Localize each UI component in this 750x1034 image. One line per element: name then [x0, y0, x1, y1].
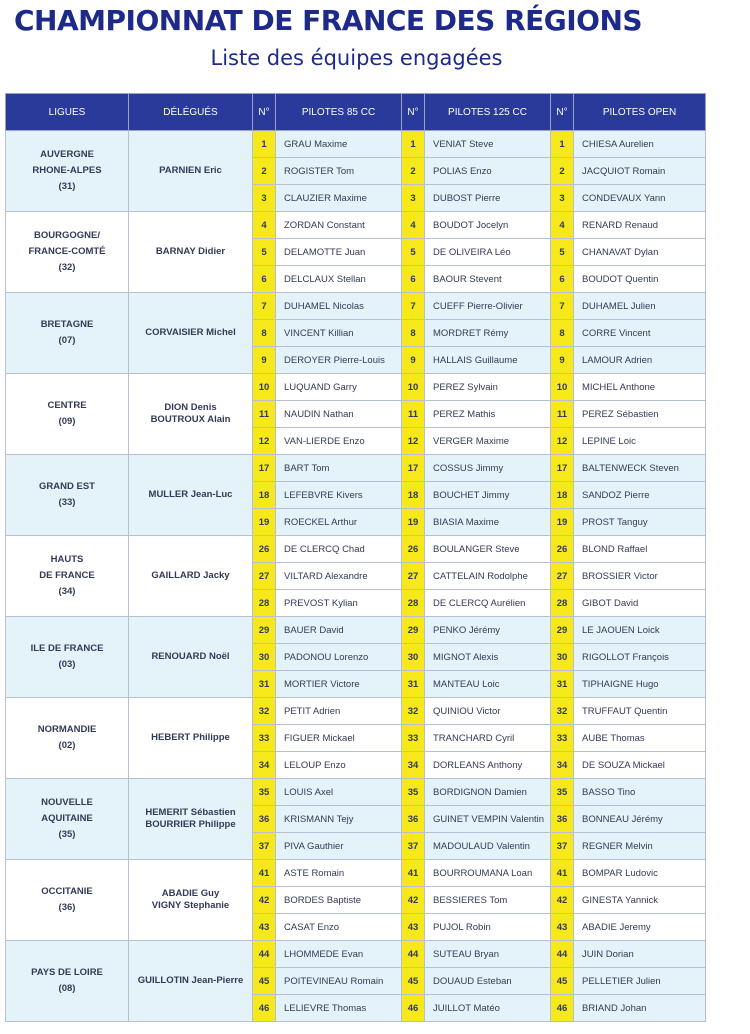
delegue-name: MULLER Jean-Luc — [148, 489, 233, 500]
number-125-cell: 34 — [402, 752, 425, 779]
number-85-cell: 41 — [253, 860, 276, 887]
pilot-125-cell: BORDIGNON Damien — [425, 779, 551, 806]
number-85-cell: 19 — [253, 509, 276, 536]
league-name-line: (35) — [58, 829, 76, 840]
number-125-cell: 4 — [402, 212, 425, 239]
delegue-name: ABADIE Guy — [161, 888, 220, 899]
header-pilotes-85: PILOTES 85 CC — [276, 94, 402, 131]
number-85-cell: 31 — [253, 671, 276, 698]
league-cell — [6, 293, 129, 374]
number-85-cell: 11 — [253, 401, 276, 428]
number-open-cell: 34 — [551, 752, 574, 779]
pilot-125-cell: DE OLIVEIRA Léo — [425, 239, 551, 266]
pilot-open-cell: BOMPAR Ludovic — [574, 860, 706, 887]
pilot-open-cell: BALTENWECK Steven — [574, 455, 706, 482]
header-pilotes-open: PILOTES OPEN — [574, 94, 706, 131]
number-85-cell: 5 — [253, 239, 276, 266]
pilot-85-cell: CLAUZIER Maxime — [276, 185, 402, 212]
number-open-cell: 6 — [551, 266, 574, 293]
table-row — [6, 131, 706, 158]
team-group — [6, 779, 706, 860]
team-group — [6, 860, 706, 941]
number-125-cell: 43 — [402, 914, 425, 941]
page-subtitle: Liste des équipes engagées — [210, 46, 503, 70]
number-85-cell: 4 — [253, 212, 276, 239]
header-ligues: LIGUES — [6, 94, 129, 131]
pilot-85-cell: NAUDIN Nathan — [276, 401, 402, 428]
delegue-cell — [129, 536, 253, 617]
pilot-125-cell: HALLAIS Guillaume — [425, 347, 551, 374]
pilot-open-cell: AUBE Thomas — [574, 725, 706, 752]
number-125-cell: 30 — [402, 644, 425, 671]
pilot-85-cell: LOUIS Axel — [276, 779, 402, 806]
number-125-cell: 28 — [402, 590, 425, 617]
team-group — [6, 536, 706, 617]
number-125-cell: 7 — [402, 293, 425, 320]
number-125-cell: 41 — [402, 860, 425, 887]
number-85-cell: 36 — [253, 806, 276, 833]
league-name-line: (02) — [58, 740, 76, 751]
league-cell — [6, 617, 129, 698]
pilot-85-cell: DEROYER Pierre-Louis — [276, 347, 402, 374]
league-name-line: NORMANDIE — [37, 724, 97, 735]
pilot-125-cell: MIGNOT Alexis — [425, 644, 551, 671]
pilot-125-cell: MANTEAU Loic — [425, 671, 551, 698]
delegue-name: GUILLOTIN Jean-Pierre — [137, 975, 244, 986]
number-open-cell: 30 — [551, 644, 574, 671]
number-open-cell: 17 — [551, 455, 574, 482]
league-name-line: ILE DE FRANCE — [30, 643, 104, 654]
number-open-cell: 41 — [551, 860, 574, 887]
number-125-cell: 32 — [402, 698, 425, 725]
pilot-125-cell: BOUDOT Jocelyn — [425, 212, 551, 239]
team-group — [6, 293, 706, 374]
pilot-85-cell: DUHAMEL Nicolas — [276, 293, 402, 320]
delegue-cell — [129, 860, 253, 941]
number-85-cell: 45 — [253, 968, 276, 995]
pilot-125-cell: DE CLERCQ Aurélien — [425, 590, 551, 617]
pilot-125-cell: GUINET VEMPIN Valentin — [425, 806, 551, 833]
pilot-open-cell: BASSO Tino — [574, 779, 706, 806]
pilot-125-cell: TRANCHARD Cyril — [425, 725, 551, 752]
table-row — [6, 860, 706, 887]
league-cell — [6, 860, 129, 941]
number-open-cell: 31 — [551, 671, 574, 698]
number-open-cell: 1 — [551, 131, 574, 158]
number-85-cell: 6 — [253, 266, 276, 293]
number-open-cell: 33 — [551, 725, 574, 752]
number-125-cell: 8 — [402, 320, 425, 347]
team-group — [6, 617, 706, 698]
league-cell — [6, 941, 129, 1022]
delegue-name: RENOUARD Noël — [151, 651, 230, 662]
pilot-125-cell: PENKO Jérémy — [425, 617, 551, 644]
pilot-85-cell: CASAT Enzo — [276, 914, 402, 941]
number-125-cell: 9 — [402, 347, 425, 374]
pilot-85-cell: DE CLERCQ Chad — [276, 536, 402, 563]
number-open-cell: 10 — [551, 374, 574, 401]
league-name-line: OCCITANIE — [41, 886, 93, 897]
delegue-cell — [129, 131, 253, 212]
delegue-cell — [129, 293, 253, 374]
pilot-125-cell: QUINIOU Victor — [425, 698, 551, 725]
pilot-open-cell: ABADIE Jeremy — [574, 914, 706, 941]
league-name-line: RHONE-ALPES — [32, 165, 102, 176]
pilot-125-cell: VENIAT Steve — [425, 131, 551, 158]
team-group — [6, 212, 706, 293]
pilot-open-cell: BLOND Raffael — [574, 536, 706, 563]
league-name-line: PAYS DE LOIRE — [31, 967, 103, 978]
league-cell — [6, 779, 129, 860]
number-open-cell: 42 — [551, 887, 574, 914]
table-row — [6, 455, 706, 482]
league-name-line: (32) — [58, 262, 76, 273]
pilot-85-cell: PETIT Adrien — [276, 698, 402, 725]
number-open-cell: 46 — [551, 995, 574, 1022]
pilot-85-cell: LHOMMEDE Evan — [276, 941, 402, 968]
league-name-line: HAUTS — [50, 554, 84, 565]
number-open-cell: 7 — [551, 293, 574, 320]
delegue-name: HEMERIT Sébastien — [145, 807, 236, 818]
pilot-open-cell: BRIAND Johan — [574, 995, 706, 1022]
number-open-cell: 32 — [551, 698, 574, 725]
number-open-cell: 45 — [551, 968, 574, 995]
table-row — [6, 212, 706, 239]
delegue-name: BARNAY Didier — [155, 246, 226, 257]
number-85-cell: 10 — [253, 374, 276, 401]
pilot-85-cell: GRAU Maxime — [276, 131, 402, 158]
league-name-line: CENTRE — [47, 400, 87, 411]
pilot-125-cell: BOUCHET Jimmy — [425, 482, 551, 509]
league-name-line: DE FRANCE — [39, 570, 95, 581]
league-name-line: BRETAGNE — [40, 319, 94, 330]
league-cell — [6, 212, 129, 293]
pilot-85-cell: VINCENT Killian — [276, 320, 402, 347]
number-open-cell: 4 — [551, 212, 574, 239]
number-125-cell: 26 — [402, 536, 425, 563]
pilot-125-cell: PEREZ Mathis — [425, 401, 551, 428]
delegue-cell — [129, 617, 253, 698]
league-name-line: GRAND EST — [39, 481, 95, 492]
number-125-cell: 2 — [402, 158, 425, 185]
pilot-125-cell: BAOUR Stevent — [425, 266, 551, 293]
league-name-line: (03) — [58, 659, 76, 670]
number-open-cell: 3 — [551, 185, 574, 212]
delegue-cell — [129, 941, 253, 1022]
league-name-line: (34) — [58, 586, 76, 597]
number-85-cell: 37 — [253, 833, 276, 860]
pilot-open-cell: LE JAOUEN Loick — [574, 617, 706, 644]
delegue-name: BOUTROUX Alain — [150, 414, 231, 425]
number-125-cell: 31 — [402, 671, 425, 698]
league-cell — [6, 374, 129, 455]
pilot-open-cell: CONDEVAUX Yann — [574, 185, 706, 212]
league-name-line: (36) — [58, 902, 76, 913]
number-open-cell: 37 — [551, 833, 574, 860]
pilot-open-cell: PELLETIER Julien — [574, 968, 706, 995]
pilot-open-cell: REGNER Melvin — [574, 833, 706, 860]
number-125-cell: 6 — [402, 266, 425, 293]
number-85-cell: 29 — [253, 617, 276, 644]
pilot-open-cell: DE SOUZA Mickael — [574, 752, 706, 779]
pilot-125-cell: CATTELAIN Rodolphe — [425, 563, 551, 590]
pilot-open-cell: GINESTA Yannick — [574, 887, 706, 914]
table-row — [6, 779, 706, 806]
number-85-cell: 2 — [253, 158, 276, 185]
number-open-cell: 11 — [551, 401, 574, 428]
number-125-cell: 19 — [402, 509, 425, 536]
delegue-name: DION Denis — [164, 402, 217, 413]
pilot-open-cell: PROST Tanguy — [574, 509, 706, 536]
pilot-open-cell: CORRE Vincent — [574, 320, 706, 347]
number-125-cell: 42 — [402, 887, 425, 914]
pilot-125-cell: MADOULAUD Valentin — [425, 833, 551, 860]
pilot-125-cell: JUILLOT Matéo — [425, 995, 551, 1022]
number-125-cell: 5 — [402, 239, 425, 266]
pilot-85-cell: KRISMANN Tejy — [276, 806, 402, 833]
number-85-cell: 33 — [253, 725, 276, 752]
pilot-125-cell: BESSIERES Tom — [425, 887, 551, 914]
pilot-125-cell: BOURROUMANA Loan — [425, 860, 551, 887]
delegue-name: HEBERT Philippe — [151, 732, 230, 743]
number-85-cell: 44 — [253, 941, 276, 968]
league-cell — [6, 131, 129, 212]
number-125-cell: 36 — [402, 806, 425, 833]
pilot-125-cell: CUEFF Pierre-Olivier — [425, 293, 551, 320]
table-row — [6, 536, 706, 563]
number-85-cell: 34 — [253, 752, 276, 779]
league-name-line: (09) — [58, 416, 76, 427]
number-85-cell: 3 — [253, 185, 276, 212]
pilot-125-cell: DORLEANS Anthony — [425, 752, 551, 779]
number-125-cell: 35 — [402, 779, 425, 806]
number-125-cell: 11 — [402, 401, 425, 428]
page-title: CHAMPIONNAT DE FRANCE DES RÉGIONS — [14, 4, 643, 37]
pilot-open-cell: TIPHAIGNE Hugo — [574, 671, 706, 698]
pilot-85-cell: DELAMOTTE Juan — [276, 239, 402, 266]
team-group — [6, 455, 706, 536]
pilot-85-cell: BART Tom — [276, 455, 402, 482]
delegue-cell — [129, 212, 253, 293]
pilot-open-cell: SANDOZ Pierre — [574, 482, 706, 509]
number-85-cell: 28 — [253, 590, 276, 617]
number-85-cell: 7 — [253, 293, 276, 320]
number-open-cell: 5 — [551, 239, 574, 266]
team-group — [6, 941, 706, 1022]
league-name-line: NOUVELLE — [41, 797, 93, 808]
number-open-cell: 26 — [551, 536, 574, 563]
pilot-125-cell: DUBOST Pierre — [425, 185, 551, 212]
pilot-125-cell: COSSUS Jimmy — [425, 455, 551, 482]
pilot-125-cell: POLIAS Enzo — [425, 158, 551, 185]
delegue-cell — [129, 455, 253, 536]
pilot-open-cell: CHIESA Aurelien — [574, 131, 706, 158]
number-open-cell: 28 — [551, 590, 574, 617]
league-name-line: (07) — [58, 335, 76, 346]
pilot-open-cell: BONNEAU Jérémy — [574, 806, 706, 833]
league-name-line: FRANCE-COMTÉ — [28, 246, 106, 257]
number-85-cell: 1 — [253, 131, 276, 158]
number-85-cell: 27 — [253, 563, 276, 590]
delegue-name: CORVAISIER Michel — [145, 327, 236, 338]
team-group — [6, 698, 706, 779]
number-85-cell: 32 — [253, 698, 276, 725]
pilot-85-cell: BORDES Baptiste — [276, 887, 402, 914]
pilot-85-cell: LUQUAND Garry — [276, 374, 402, 401]
number-85-cell: 43 — [253, 914, 276, 941]
league-name-line: (08) — [58, 983, 76, 994]
pilot-85-cell: FIGUER Mickael — [276, 725, 402, 752]
header-delegues: DÉLÉGUÉS — [129, 94, 253, 131]
number-open-cell: 44 — [551, 941, 574, 968]
number-125-cell: 45 — [402, 968, 425, 995]
number-open-cell: 8 — [551, 320, 574, 347]
delegue-name: VIGNY Stephanie — [151, 900, 230, 911]
league-name-line: BOURGOGNE/ — [34, 230, 100, 241]
number-open-cell: 35 — [551, 779, 574, 806]
header-pilotes-125: PILOTES 125 CC — [425, 94, 551, 131]
delegue-name: PARNIEN Eric — [159, 165, 222, 176]
table-row — [6, 293, 706, 320]
number-85-cell: 42 — [253, 887, 276, 914]
table-row — [6, 374, 706, 401]
pilot-125-cell: BOULANGER Steve — [425, 536, 551, 563]
pilot-85-cell: DELCLAUX Stellan — [276, 266, 402, 293]
pilot-open-cell: JUIN Dorian — [574, 941, 706, 968]
league-cell — [6, 536, 129, 617]
pilot-open-cell: RENARD Renaud — [574, 212, 706, 239]
pilot-85-cell: PADONOU Lorenzo — [276, 644, 402, 671]
pilot-open-cell: GIBOT David — [574, 590, 706, 617]
number-125-cell: 27 — [402, 563, 425, 590]
pilot-85-cell: POITEVINEAU Romain — [276, 968, 402, 995]
league-name-line: AQUITAINE — [41, 813, 93, 824]
number-125-cell: 12 — [402, 428, 425, 455]
pilot-125-cell: SUTEAU Bryan — [425, 941, 551, 968]
number-125-cell: 46 — [402, 995, 425, 1022]
number-125-cell: 37 — [402, 833, 425, 860]
table-row — [6, 941, 706, 968]
teams-table — [5, 93, 706, 1022]
pilot-open-cell: BOUDOT Quentin — [574, 266, 706, 293]
delegue-cell — [129, 374, 253, 455]
number-open-cell: 43 — [551, 914, 574, 941]
number-85-cell: 26 — [253, 536, 276, 563]
number-125-cell: 33 — [402, 725, 425, 752]
pilot-open-cell: LAMOUR Adrien — [574, 347, 706, 374]
league-cell — [6, 455, 129, 536]
pilot-125-cell: MORDRET Rémy — [425, 320, 551, 347]
number-125-cell: 29 — [402, 617, 425, 644]
pilot-open-cell: TRUFFAUT Quentin — [574, 698, 706, 725]
pilot-125-cell: BIASIA Maxime — [425, 509, 551, 536]
pilot-open-cell: PEREZ Sébastien — [574, 401, 706, 428]
pilot-open-cell: CHANAVAT Dylan — [574, 239, 706, 266]
pilot-85-cell: ROGISTER Tom — [276, 158, 402, 185]
league-name-line: (31) — [58, 181, 76, 192]
number-open-cell: 2 — [551, 158, 574, 185]
pilot-open-cell: LEPINE Loic — [574, 428, 706, 455]
number-85-cell: 18 — [253, 482, 276, 509]
pilot-125-cell: DOUAUD Esteban — [425, 968, 551, 995]
number-open-cell: 19 — [551, 509, 574, 536]
pilot-125-cell: VERGER Maxime — [425, 428, 551, 455]
delegue-cell — [129, 779, 253, 860]
pilot-85-cell: ASTE Romain — [276, 860, 402, 887]
pilot-open-cell: BROSSIER Victor — [574, 563, 706, 590]
pilot-85-cell: ROECKEL Arthur — [276, 509, 402, 536]
pilot-85-cell: LELIEVRE Thomas — [276, 995, 402, 1022]
number-125-cell: 44 — [402, 941, 425, 968]
pilot-open-cell: MICHEL Anthone — [574, 374, 706, 401]
number-open-cell: 27 — [551, 563, 574, 590]
table-row — [6, 617, 706, 644]
number-open-cell: 29 — [551, 617, 574, 644]
delegue-cell — [129, 698, 253, 779]
table-row — [6, 698, 706, 725]
pilot-85-cell: PREVOST Kylian — [276, 590, 402, 617]
header-num-85: N° — [253, 94, 276, 131]
pilot-85-cell: VAN-LIERDE Enzo — [276, 428, 402, 455]
number-open-cell: 9 — [551, 347, 574, 374]
pilot-open-cell: RIGOLLOT François — [574, 644, 706, 671]
number-open-cell: 36 — [551, 806, 574, 833]
pilot-open-cell: JACQUIOT Romain — [574, 158, 706, 185]
number-85-cell: 12 — [253, 428, 276, 455]
delegue-name: GAILLARD Jacky — [151, 570, 230, 581]
pilot-85-cell: MORTIER Victore — [276, 671, 402, 698]
pilot-125-cell: PEREZ Sylvain — [425, 374, 551, 401]
number-85-cell: 17 — [253, 455, 276, 482]
league-name-line: (33) — [58, 497, 76, 508]
number-85-cell: 46 — [253, 995, 276, 1022]
number-85-cell: 9 — [253, 347, 276, 374]
pilot-85-cell: ZORDAN Constant — [276, 212, 402, 239]
number-125-cell: 17 — [402, 455, 425, 482]
number-125-cell: 3 — [402, 185, 425, 212]
team-group — [6, 131, 706, 212]
league-name-line: AUVERGNE — [40, 149, 94, 160]
pilot-85-cell: BAUER David — [276, 617, 402, 644]
team-group — [6, 374, 706, 455]
pilot-85-cell: VILTARD Alexandre — [276, 563, 402, 590]
pilot-85-cell: LEFEBVRE Kivers — [276, 482, 402, 509]
number-125-cell: 10 — [402, 374, 425, 401]
header-num-125: N° — [402, 94, 425, 131]
pilot-85-cell: PIVA Gauthier — [276, 833, 402, 860]
number-125-cell: 18 — [402, 482, 425, 509]
pilot-85-cell: LELOUP Enzo — [276, 752, 402, 779]
pilot-125-cell: PUJOL Robin — [425, 914, 551, 941]
delegue-name: BOURRIER Philippe — [145, 819, 236, 830]
number-open-cell: 12 — [551, 428, 574, 455]
pilot-open-cell: DUHAMEL Julien — [574, 293, 706, 320]
number-85-cell: 35 — [253, 779, 276, 806]
number-open-cell: 18 — [551, 482, 574, 509]
number-85-cell: 8 — [253, 320, 276, 347]
header-num-open: N° — [551, 94, 574, 131]
table-header-row — [6, 94, 706, 131]
number-125-cell: 1 — [402, 131, 425, 158]
league-cell — [6, 698, 129, 779]
number-85-cell: 30 — [253, 644, 276, 671]
